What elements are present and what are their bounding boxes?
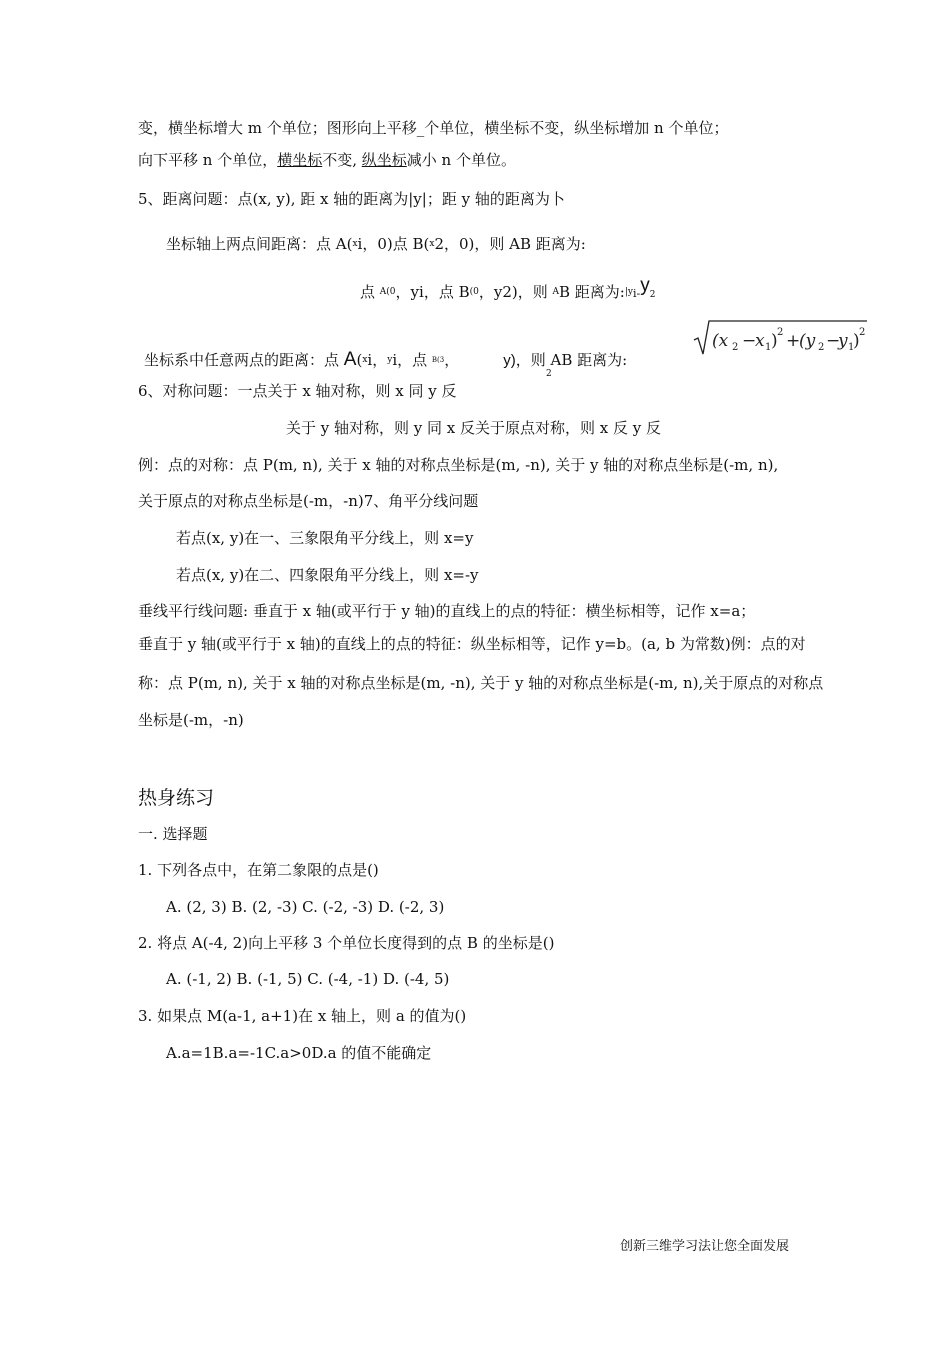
footer-slogan: 创新三维学习法让您全面发展: [620, 1239, 790, 1254]
svg-text:(x: (x: [712, 331, 729, 351]
text-fragment: ，则 AB 距离为:: [515, 351, 628, 369]
question-2: 2. 将点 A(-4, 2)向上平移 3 个单位长度得到的点 B 的坐标是(): [138, 934, 555, 952]
section-distance: 5、距离问题：点(x, y), 距 x 轴的距离为|y|；距 y 轴的距离为卜: [138, 190, 565, 208]
svg-text:x: x: [755, 331, 765, 351]
text-fragment: B 距离为:: [559, 283, 625, 301]
question-1-options: A. (2, 3) B. (2, -3) C. (-2, -3) D. (-2, 3): [166, 898, 445, 916]
text-fragment: A(0: [379, 287, 396, 297]
text-fragment: |: [624, 287, 628, 297]
text-fragment: 2)，则: [502, 283, 553, 301]
svg-text:): ): [771, 331, 778, 351]
text-fragment: 减小 n 个单位。: [406, 151, 516, 169]
text-line: 垂线平行线问题: 垂直于 x 轴(或平行于 y 轴)的直线上的点的特征：横坐标相等，记作 x=a；: [138, 602, 756, 620]
underlined-term: 横坐标: [277, 151, 323, 169]
svg-text:y: y: [838, 331, 848, 351]
text-fragment: i，点: [392, 351, 432, 369]
text-line: 变，横坐标增大 m 个单位；图形向上平移_个单位，横坐标不变，纵坐标增加 n 个单位；: [138, 119, 729, 137]
svg-text:2: 2: [777, 327, 784, 338]
text-fragment: 坐标系中任意两点的距离：点: [144, 351, 344, 369]
text-fragment: x: [362, 355, 368, 365]
text-line: [166, 234, 586, 254]
text-fragment: ，: [444, 351, 460, 369]
text-fragment: x: [352, 239, 358, 249]
text-fragment: 不变,: [322, 151, 362, 169]
text-fragment: i，点 B: [419, 283, 470, 301]
svg-text:): ): [853, 331, 860, 351]
underlined-term: 纵坐标: [361, 151, 407, 169]
text-fragment: B(3: [431, 356, 445, 364]
text-fragment: 点: [360, 283, 380, 301]
distance-formula-image: [692, 318, 868, 358]
svg-text:+: +: [786, 331, 801, 351]
svg-text:2: 2: [859, 327, 866, 338]
text-line: 若点(x, y)在二、四象限角平分线上，则 x=-y: [176, 566, 479, 584]
text-fragment: A: [343, 349, 357, 370]
subscript: 2: [546, 369, 552, 379]
text-fragment: y: [640, 275, 650, 296]
text-line: 关于 y 轴对称，则 y 同 x 反关于原点对称，则 x 反 y 反: [286, 419, 662, 437]
svg-text:2: 2: [732, 342, 739, 353]
text-fragment: x: [429, 239, 435, 249]
svg-text:−: −: [742, 331, 757, 351]
question-3-options: A.a=1B.a=-1C.a>0D.a 的值不能确定: [166, 1044, 432, 1062]
text-line: 若点(x, y)在一、三象限角平分线上，则 x=y: [176, 529, 474, 547]
svg-text:−: −: [826, 331, 841, 351]
text-line: [138, 150, 516, 170]
text-fragment: A: [552, 287, 560, 297]
svg-text:(y: (y: [799, 331, 816, 351]
text-fragment: 2: [649, 290, 656, 300]
text-fragment: i，: [367, 351, 388, 369]
text-line: 坐标是(-m，-n): [138, 711, 244, 729]
text-line: [144, 350, 627, 371]
text-fragment: i，0)点 B(: [357, 235, 430, 253]
text-line: [360, 275, 656, 305]
practice-title: 热身练习: [138, 787, 215, 809]
text-fragment: 坐标轴上两点间距离：点 A(: [166, 235, 353, 253]
text-line: 垂直于 y 轴(或平行于 x 轴)的直线上的点的特征：纵坐标相等，记作 y=b。(a, b 为常数)例：点的对: [138, 635, 806, 653]
question-3: 3. 如果点 M(a-1, a+1)在 x 轴上，则 a 的值为(): [138, 1007, 467, 1025]
text-fragment: y: [627, 287, 634, 297]
question-1: 1. 下列各点中，在第二象限的点是(): [138, 861, 379, 879]
question-2-options: A. (-1, 2) B. (-1, 5) C. (-4, -1) D. (-4, 5): [166, 970, 450, 988]
text-fragment: y): [503, 352, 516, 369]
text-fragment: (: [356, 351, 363, 369]
square-root-icon: [692, 318, 868, 358]
text-line: 称：点 P(m, n), 关于 x 轴的对称点坐标是(m, -n), 关于 y 轴的对称点坐标是(-m, n),关于原点的对称点: [138, 674, 824, 692]
text-fragment: ，y: [478, 283, 503, 301]
text-fragment: ，y: [395, 283, 420, 301]
text-fragment: (0: [469, 287, 479, 297]
text-fragment: 向下平移 n 个单位，: [138, 151, 278, 169]
section-symmetry: 6、对称问题：一点关于 x 轴对称，则 x 同 y 反: [138, 382, 457, 400]
section-heading: 一. 选择题: [138, 825, 208, 843]
svg-text:1: 1: [848, 342, 855, 353]
text-fragment: 2，0)，则 AB 距离为:: [434, 235, 586, 253]
text-fragment: i-: [633, 287, 641, 300]
svg-text:1: 1: [765, 342, 772, 353]
text-line: 例：点的对称：点 P(m, n), 关于 x 轴的对称点坐标是(m, -n), 关于 y 轴的对称点坐标是(-m, n),: [138, 456, 779, 474]
text-line: 关于原点的对称点坐标是(-m，-n)7、角平分线问题: [138, 492, 479, 510]
svg-text:2: 2: [818, 342, 825, 353]
text-fragment: y: [387, 355, 393, 365]
